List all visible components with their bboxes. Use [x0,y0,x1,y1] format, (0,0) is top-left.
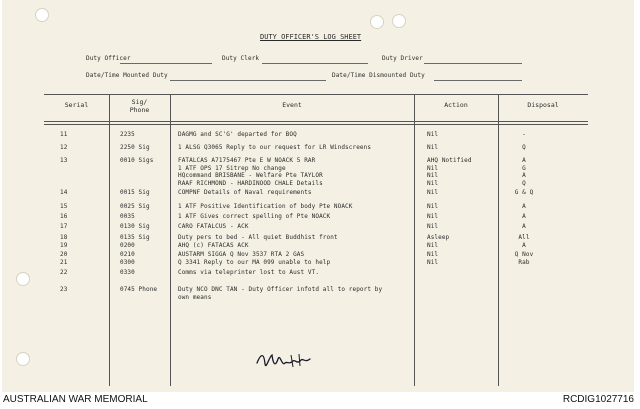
event-cell: AUSTARM SIGGA Q Nov 3537 RTA 2 GAS [178,251,305,258]
event-cell: Comms via teleprinter lost to Aust VT. [178,269,320,276]
disposal-cell: A [522,242,526,249]
duty-clerk-field [262,63,368,64]
serial-cell: 20 [60,251,68,258]
punch-hole [392,14,406,28]
punch-hole [16,272,30,286]
event-cell: Duty pers to bed - All quiet Buddhist front [178,234,338,241]
mounted-field [170,80,326,81]
sig-phone-cell: 0200 [120,242,135,249]
disposal-cell: Q Nov [514,251,534,258]
footer-archive-name: AUSTRALIAN WAR MEMORIAL [3,394,148,405]
table-top-border [44,94,588,95]
action-cell: Nil [427,213,439,220]
action-cell: Nil [427,131,439,138]
table-header-border [44,124,588,125]
column-header-event: Event [282,101,302,109]
disposal-cell: A [522,172,526,179]
serial-cell: 18 [60,234,68,241]
duty-officer-field [120,63,212,64]
punch-hole [370,15,384,29]
serial-cell: 16 [60,213,68,220]
serial-cell: 17 [60,223,68,230]
disposal-cell: A [522,213,526,220]
event-cell: HQcommand BRISBANE - Welfare Pte TAYLOR [178,172,323,179]
disposal-cell: A [522,203,526,210]
disposal-cell: A [522,157,526,164]
disposal-cell: - [522,131,526,138]
event-cell: 1 ALSG Q3065 Reply to our request for LR Windscreens [178,144,372,151]
sig-phone-cell: 0015 Sig [120,189,150,196]
sig-phone-cell: 2250 Sig [120,144,150,151]
sig-phone-cell: 0135 Sig [120,234,150,241]
column-divider [109,94,110,386]
column-header-sig-phone: Sig/ Phone [129,98,150,114]
dismounted-field [434,80,522,81]
serial-cell: 19 [60,242,68,249]
column-header-disposal: Disposal [527,101,559,109]
dismounted-label: Date/Time Dismounted Duty [332,72,425,79]
disposal-cell: G [522,164,526,172]
column-header-serial: Serial [64,101,89,109]
event-cell: CARO FATALCUS - ACK [178,223,249,230]
handwritten-signature [255,349,313,373]
disposal-cell: Q [522,144,526,151]
action-cell: Nil [427,179,439,187]
action-cell: Nil [427,242,439,249]
serial-cell: 11 [60,131,68,138]
sig-phone-cell: 0130 Sig [120,223,150,230]
sig-phone-cell: 0330 [120,269,135,276]
serial-cell: 14 [60,189,68,196]
column-divider [170,94,171,386]
action-cell: Nil [427,189,439,196]
event-cell: AHQ (c) FATACAS ACK [178,242,249,249]
event-cell: Q 3341 Reply to our MA 099 unable to help [178,259,331,266]
event-cell: COMPNF Details of Naval requirements [178,189,312,196]
sig-phone-cell: 0300 [120,259,135,266]
column-divider [498,94,499,386]
action-cell: Nil [427,251,439,258]
duty-driver-label: Duty Driver [382,55,423,62]
sig-phone-cell: 0025 Sig [120,203,150,210]
action-cell: Asleep [427,234,450,241]
action-cell: Nil [427,203,439,210]
column-divider [414,94,415,386]
event-cell: 1 ATF OPS 17 Sitrep No change [178,164,286,172]
serial-cell: 22 [60,269,68,276]
serial-cell: 12 [60,144,68,151]
duty-officer-label: Duty Officer [86,55,131,62]
serial-cell: 21 [60,259,68,266]
log-sheet-paper [2,0,634,392]
action-cell: Nil [427,164,439,172]
punch-hole [16,352,30,366]
event-cell: 1 ATF Positive Identification of body Pte NOACK [178,203,353,210]
event-cell: DAGMG and SC'G' departed for BOQ [178,131,297,138]
sig-phone-cell: 0745 Phone [120,286,158,293]
duty-clerk-label: Duty Clerk [222,55,260,62]
event-cell: own means [178,293,212,301]
disposal-cell: Q [522,179,526,187]
mounted-label: Date/Time Mounted Duty [86,72,168,79]
disposal-cell: All [518,234,530,241]
column-header-action: Action [444,101,468,109]
table-header-border [44,121,588,122]
duty-driver-field [424,63,522,64]
document-title: DUTY OFFICER'S LOG SHEET [260,33,362,41]
action-cell: Nil [427,259,439,266]
sig-phone-cell: 0035 [120,213,135,220]
disposal-cell: Rab [518,259,530,266]
disposal-cell: G & Q [514,189,534,196]
serial-cell: 15 [60,203,68,210]
serial-cell: 23 [60,286,68,293]
event-cell: 1 ATF Gives correct spelling of Pte NOACK [178,213,331,220]
action-cell: Nil [427,223,439,230]
disposal-cell: A [522,223,526,230]
punch-hole [35,8,49,22]
action-cell: Nil [427,144,439,151]
sig-phone-cell: 2235 [120,131,135,138]
action-cell: Nil [427,172,439,179]
event-cell: FATALCAS A7175467 Pte E W NOACK 5 RAR [178,157,316,164]
event-cell: RAAF RICHMOND - HARDINOOD CHALE Details [178,179,323,187]
serial-cell: 13 [60,157,68,164]
action-cell: AHQ Notified [427,157,472,164]
footer-record-id: RCDIG1027716 [562,394,634,405]
sig-phone-cell: 0010 Sigs [120,157,154,164]
event-cell: Duty NCO DNC TAN - Duty Officer infotd all to report by [178,286,383,293]
sig-phone-cell: 0210 [120,251,135,258]
